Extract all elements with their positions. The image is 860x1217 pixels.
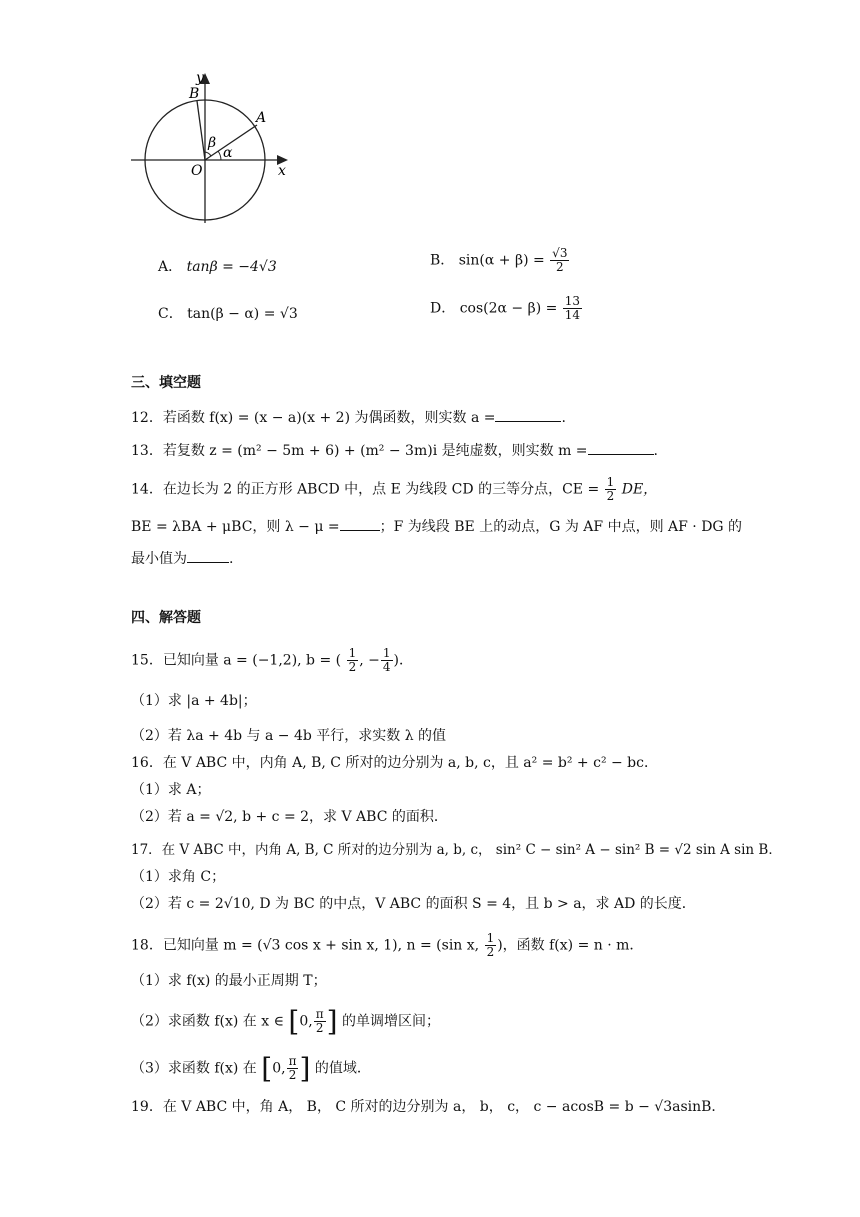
unit-circle-diagram [125, 65, 300, 230]
question-17-part2: （2）若 c = 2√10, D 为 BC 的中点，V ABC 的面积 S = 4，且 b > a，求 AD 的长度． [131, 896, 696, 912]
question-13: 13．若复数 z = (m² − 5m + 6) + (m² − 3m)i 是纯虚数，则实数 m = . [131, 443, 658, 459]
label-beta: β [208, 135, 217, 151]
question-14-line1: 14．在边长为 2 的正方形 ABCD 中，点 E 为线段 CD 的三等分点，CE = $\frac{1}{2}$ DE， [131, 475, 658, 503]
option-D: D． cos(2α − β) = $\frac{13}{14}$ [430, 294, 581, 322]
section-3-heading: 三、填空题 [131, 375, 201, 391]
question-19-stem: 19．在 V ABC 中，角 A， B， C 所对的边分别为 a， b， c， c − acosB = b − √3asinB． [131, 1099, 726, 1115]
question-15-part1: （1）求 |a + 4b|； [131, 693, 257, 709]
label-O: O [191, 163, 203, 179]
question-14-line2: BE = λBA + μBC，则 λ − μ = ；F 为线段 BE 上的动点，G 为 AF 中点，则 AF · DG 的 [131, 519, 743, 535]
question-18-part1: （1）求 f(x) 的最小正周期 T； [131, 973, 327, 989]
question-17-stem: 17．在 V ABC 中，内角 A, B, C 所对的边分别为 a, b, c， sin² C − sin² A − sin² B = √2 sin A sin B． [131, 842, 782, 858]
question-12: 12．若函数 f(x) = (x − a)(x + 2) 为偶函数，则实数 a = . [131, 410, 566, 426]
label-x: x [278, 163, 286, 179]
question-18-part2: （2）求函数 f(x) 在 x ∈ [0, $\frac{\pi}{2}$ ] 的单调增区间； [131, 1005, 440, 1038]
ray-OB [197, 101, 205, 160]
question-14-line3: 最小值为 . [131, 551, 234, 567]
question-16-stem: 16．在 V ABC 中，内角 A, B, C 所对的边分别为 a, b, c，且 a² = b² + c² − bc． [131, 755, 658, 771]
label-alpha: α [223, 145, 233, 161]
question-16-part1: （1）求 A； [131, 782, 211, 798]
label-B: B [189, 86, 200, 102]
question-18-part3: （3）求函数 f(x) 在 [0, $\frac{\pi}{2}$ ] 的值域． [131, 1052, 371, 1085]
option-A: A． tanβ = −4√3 [158, 259, 277, 275]
alpha-arc [218, 151, 221, 160]
answer-blank [495, 409, 561, 422]
question-17-part1: （1）求角 C； [131, 869, 226, 885]
label-y: y [196, 70, 204, 86]
question-18-stem: 18．已知向量 m = (√3 cos x + sin x, 1), n = (sin x, $\frac{1}{2}$ )，函数 f(x) = n · m． [131, 931, 644, 959]
question-15-part2: （2）若 λa + 4b 与 a − 4b 平行，求实数 λ 的值 [131, 728, 447, 744]
option-B: B． sin(α + β) = $\frac{√3}{2}$ [430, 246, 568, 274]
answer-blank [187, 550, 229, 563]
question-15-stem: 15．已知向量 a = (−1,2), b = ( $\frac{1}{2}$ , − $\frac{1}{4}$ )． [131, 646, 413, 674]
label-A: A [256, 110, 267, 126]
option-C: C． tan(β − α) = √3 [158, 306, 298, 322]
question-16-part2: （2）若 a = √2, b + c = 2，求 V ABC 的面积． [131, 809, 448, 825]
answer-blank [340, 518, 380, 531]
section-4-heading: 四、解答题 [131, 610, 201, 626]
answer-blank [588, 442, 654, 455]
